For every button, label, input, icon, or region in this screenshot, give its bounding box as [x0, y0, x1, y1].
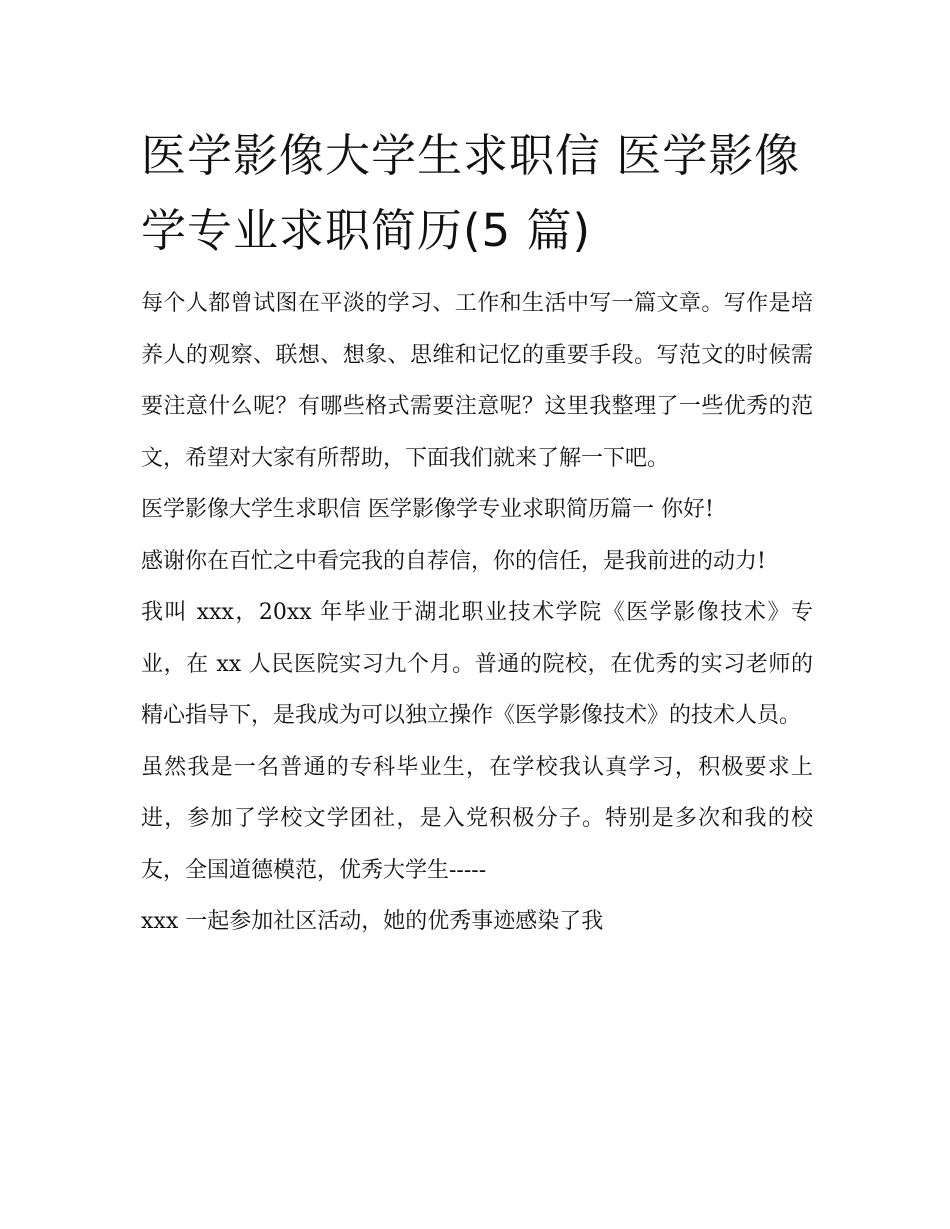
community-activity-paragraph: xxx 一起参加社区活动，她的优秀事迹感染了我 [141, 909, 604, 934]
introduction-self-paragraph: 我叫 xxx，20xx 年毕业于湖北职业技术学院《医学影像技术》专业，在 xx 人民医院实习九个月。普通的院校，在优秀的实习老师的精心指导下，是我成为可以独立操作《医学影像技术》的技术人员。 [141, 600, 813, 728]
document-title: 医学影像大学生求职信 医学影像学专业求职简历(5 篇) [141, 129, 801, 257]
intro-paragraph: 每个人都曾试图在平淡的学习、工作和生活中写一篇文章。写作是培养人的观察、联想、想象、思维和记忆的重要手段。写范文的时候需要注意什么呢？有哪些格式需要注意呢？这里我整理了一些优秀的范文，希望对大家有所帮助，下面我们就来了解一下吧。 [141, 291, 813, 471]
thanks-paragraph: 感谢你在百忙之中看完我的自荐信，你的信任，是我前进的动力! [141, 548, 766, 574]
section-heading-paragraph: 医学影像大学生求职信 医学影像学专业求职简历篇一 你好! [141, 497, 714, 522]
document-body [141, 278, 813, 948]
school-experience-paragraph: 虽然我是一名普通的专科毕业生，在学校我认真学习，积极要求上进，参加了学校文学团社，是入党积极分子。特别是多次和我的校友，全国道德模范，优秀大学生----- [141, 754, 813, 883]
document-content [141, 118, 813, 948]
